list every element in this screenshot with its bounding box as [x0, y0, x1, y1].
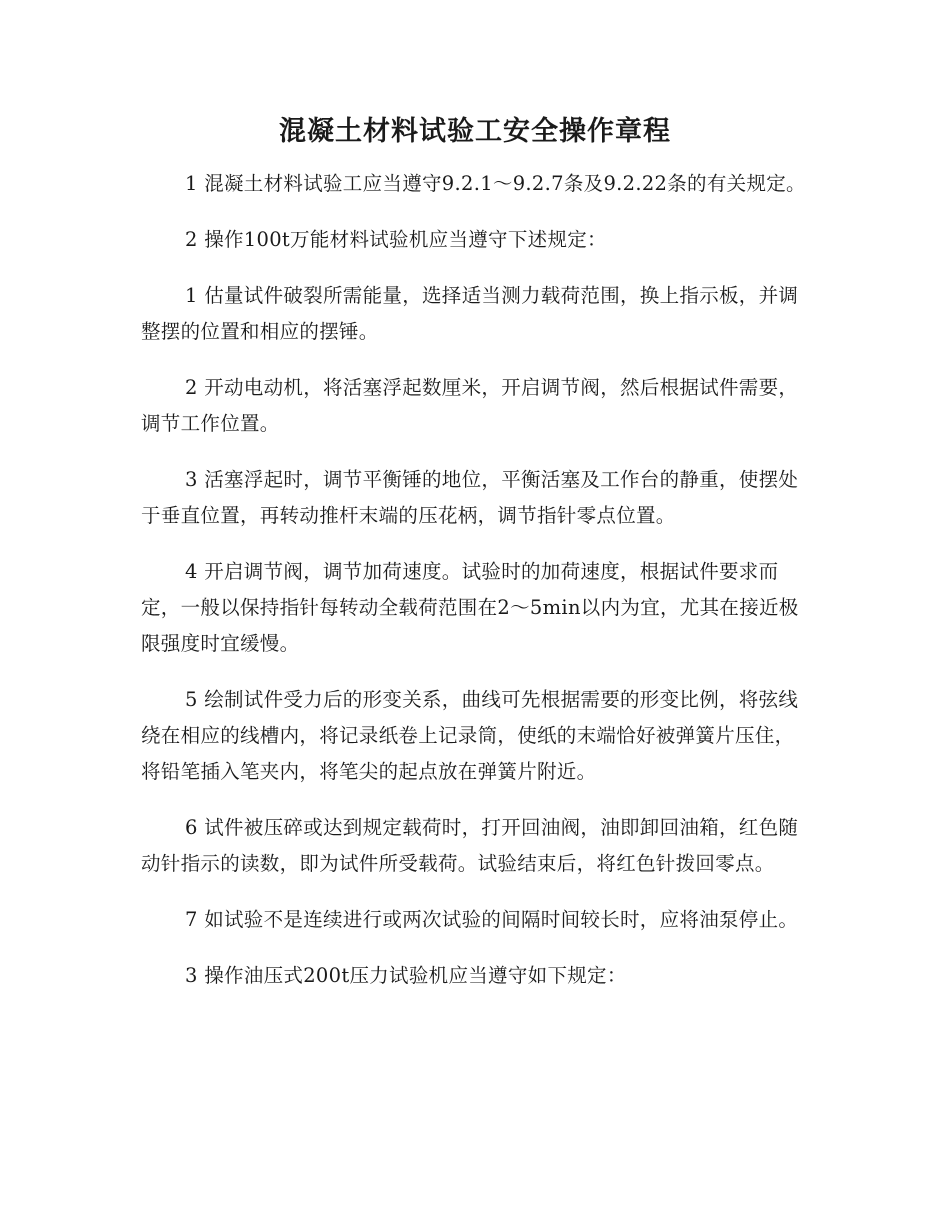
paragraph-clause-2: 2 操作100t万能材料试验机应当遵守下述规定： [185, 228, 607, 251]
paragraph-item-3: 3 活塞浮起时，调节平衡锤的地位，平衡活塞及工作台的静重，使摆处于垂直位置，再转动推杆末端的压花柄，调节指针零点位置。 [141, 468, 799, 527]
paragraph-item-4: 4 开启调节阀，调节加荷速度。试验时的加荷速度，根据试件要求而定，一般以保持指针每转动全载荷范围在2～5min以内为宜，尤其在接近极限强度时宜缓慢。 [141, 560, 799, 655]
paragraph-item-7: 7 如试验不是连续进行或两次试验的间隔时间较长时，应将油泵停止。 [185, 908, 799, 931]
paragraph-item-5: 5 绘制试件受力后的形变关系，曲线可先根据需要的形变比例，将弦线绕在相应的线槽内，将记录纸卷上记录筒，使纸的末端恰好被弹簧片压住，将铅笔插入笔夹内，将笔尖的起点放在弹簧片附近。 [141, 688, 799, 783]
paragraph-item-1: 1 估量试件破裂所需能量，选择适当测力载荷范围，换上指示板，并调整摆的位置和相应的摆锤。 [141, 284, 799, 343]
paragraph-clause-3: 3 操作油压式200t压力试验机应当遵守如下规定： [185, 964, 627, 987]
document-body [141, 166, 813, 1014]
paragraph-item-2: 2 开动电动机，将活塞浮起数厘米，开启调节阀，然后根据试件需要，调节工作位置。 [141, 376, 799, 435]
paragraph-clause-1: 1 混凝土材料试验工应当遵守9.2.1～9.2.7条及9.2.22条的有关规定。 [185, 172, 806, 195]
document-title: 混凝土材料试验工安全操作章程 [279, 116, 671, 147]
paragraph-item-6: 6 试件被压碎或达到规定载荷时，打开回油阀，油即卸回油箱，红色随动针指示的读数，即为试件所受载荷。试验结束后，将红色针拨回零点。 [141, 816, 799, 875]
